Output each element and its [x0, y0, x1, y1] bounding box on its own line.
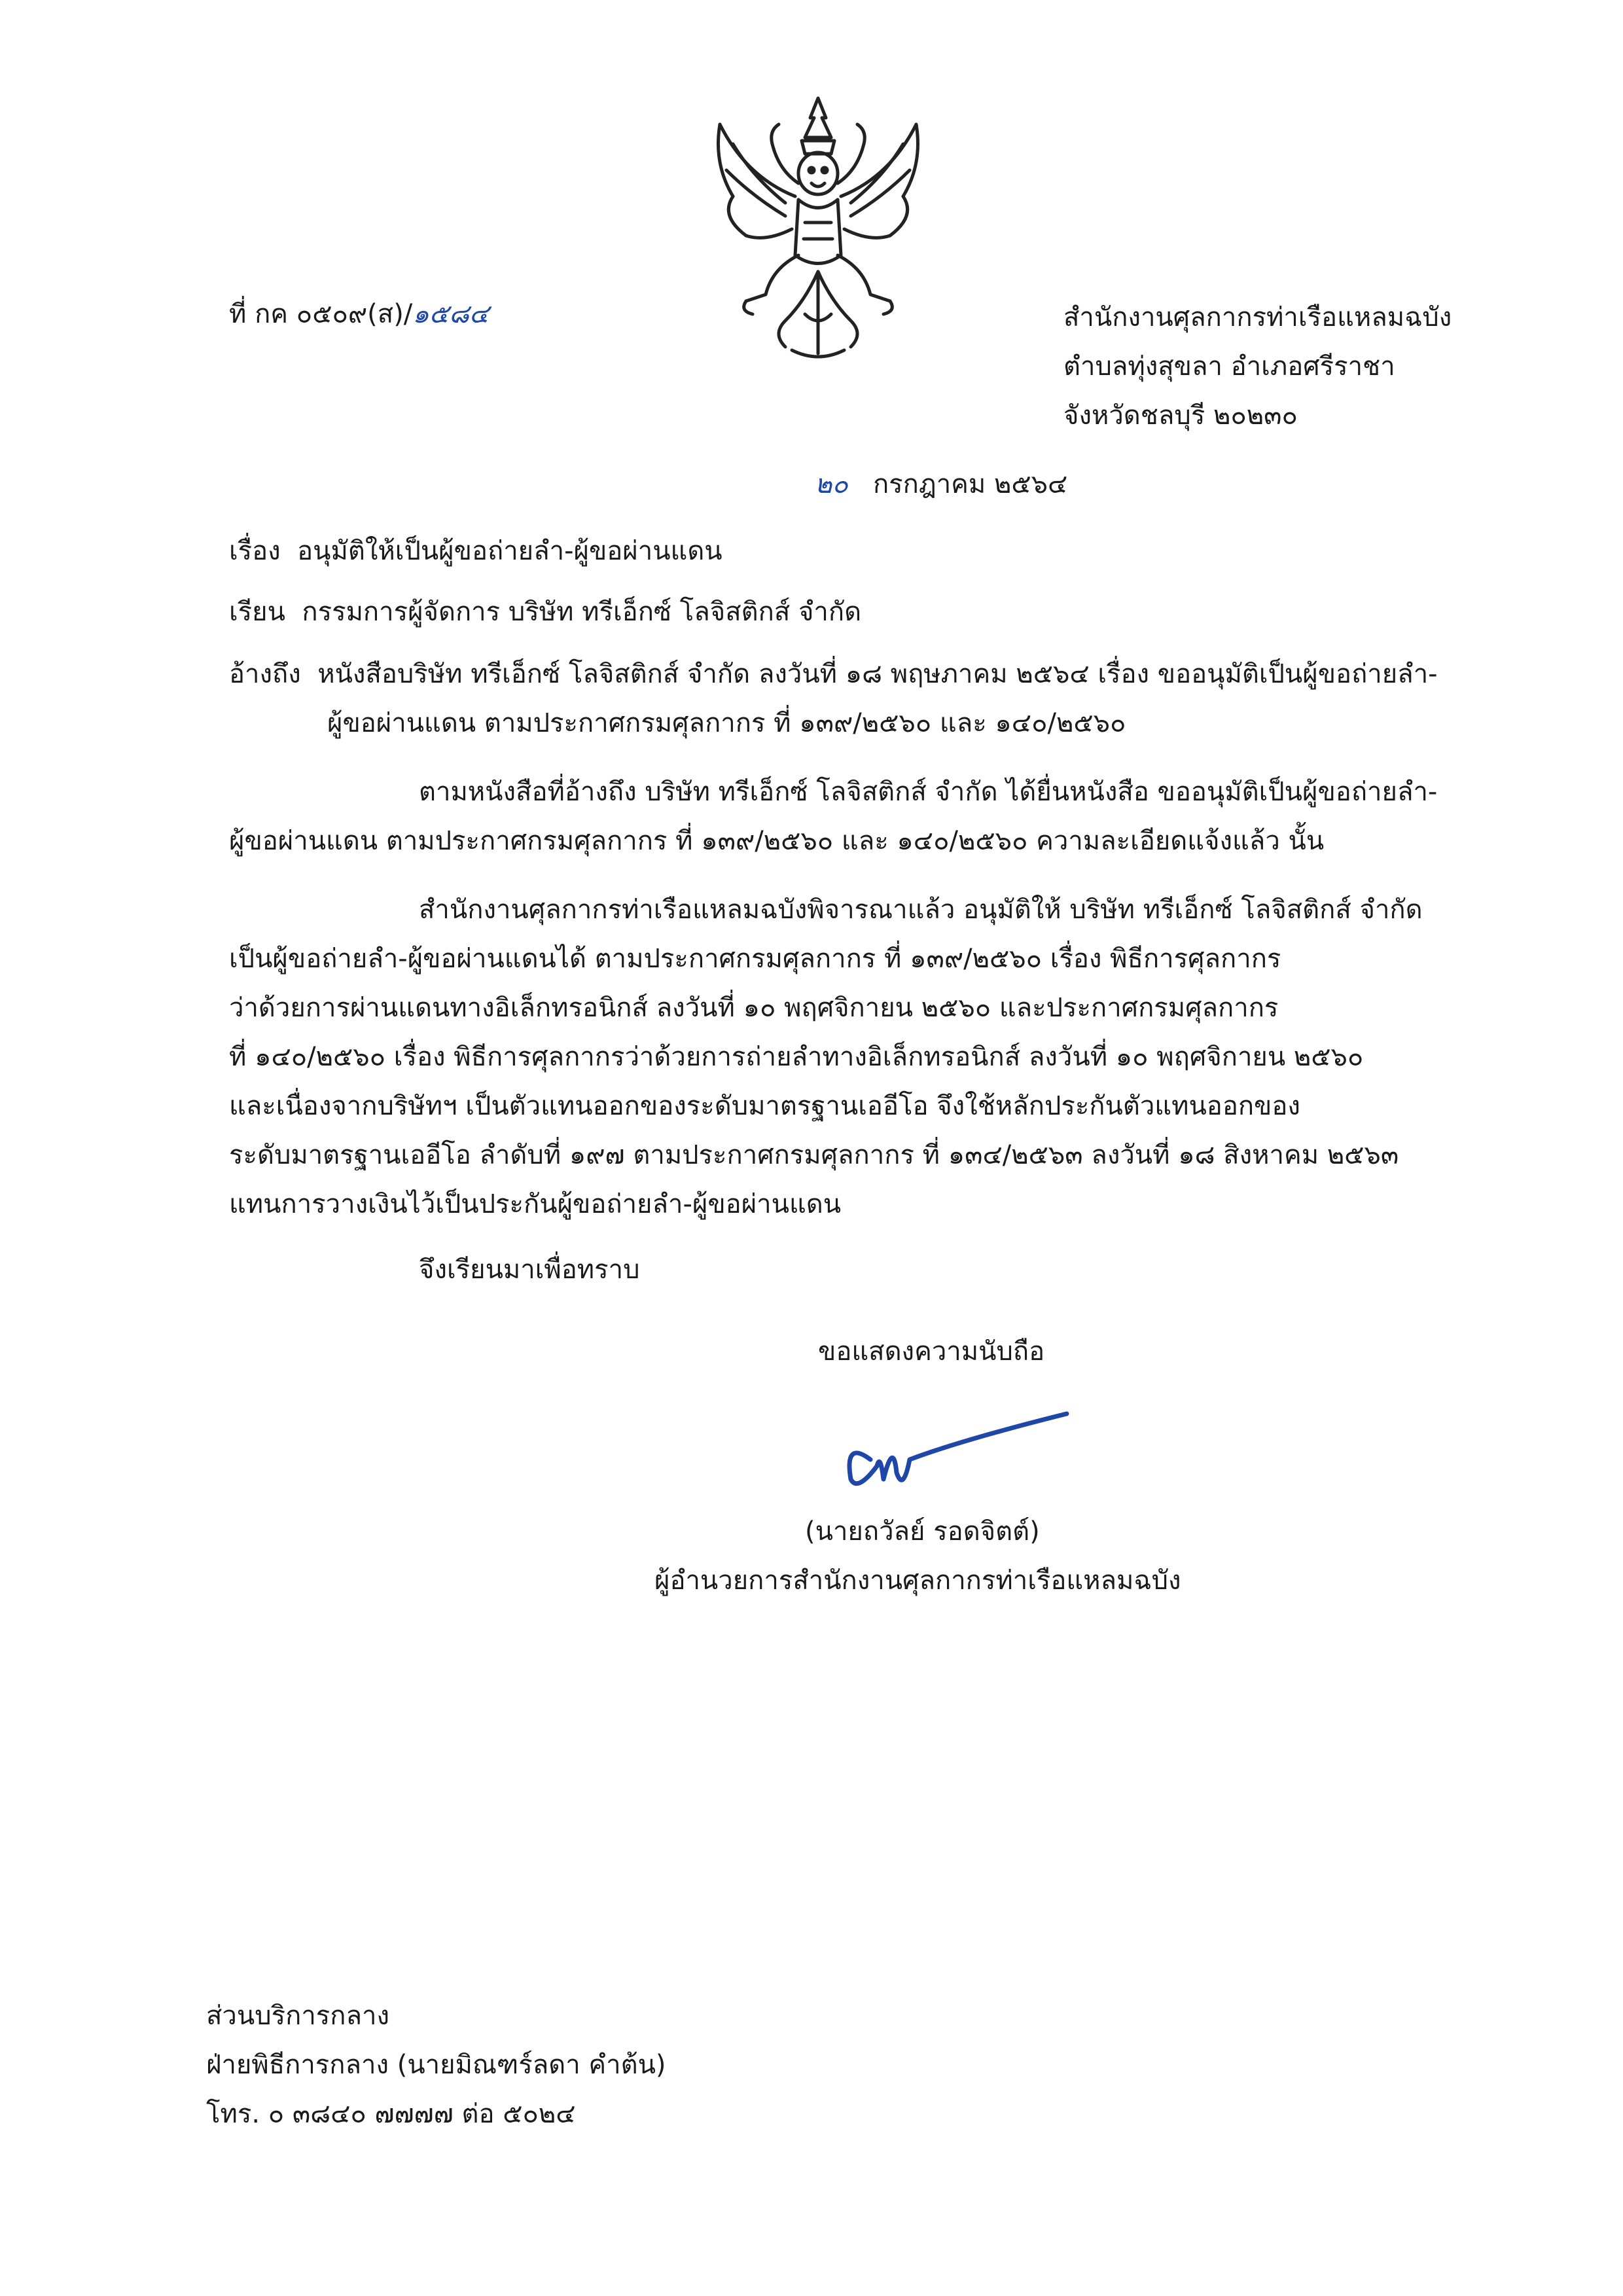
closing-line: จึงเรียนมาเพื่อทราบ: [419, 1255, 640, 1285]
signer-position: ผู้อำนวยการสำนักงานศุลกากรท่าเรือแหลมฉบัง: [654, 1566, 1181, 1596]
paragraph-line: ตามหนังสือที่อ้างถึง บริษัท ทรีเอ็กซ์ โลจิสติกส์ จำกัด ได้ยื่นหนังสือ ขออนุมัติเป็นผู้ขอถ่ายลำ-: [419, 777, 1438, 807]
recipient-line: [229, 592, 861, 632]
reference-doc-text: หนังสือบริษัท ทรีเอ็กซ์ โลจิสติกส์ จำกัด ลงวันที่ ๑๘ พฤษภาคม ๒๕๖๔ เรื่อง ขออนุมัติเป็นผู้ขอถ่ายลำ-: [317, 659, 1438, 689]
letter-date: [815, 465, 1067, 504]
address-line: ตำบลทุ่งสุขลา อำเภอศรีราชา: [1063, 351, 1395, 382]
subject-line: [229, 531, 722, 571]
recipient-text: กรรมการผู้จัดการ บริษัท ทรีเอ็กซ์ โลจิสติกส์ จำกัด: [302, 597, 862, 627]
reference-doc-line2: ผู้ขอผ่านแดน ตามประกาศกรมศุลกากร ที่ ๑๓๙/๒๕๖๐ และ ๑๔๐/๒๕๖๐: [327, 708, 1126, 738]
salutation: ขอแสดงความนับถือ: [818, 1336, 1045, 1367]
reference-number-handwritten: ๑๕๘๔: [412, 299, 490, 329]
footer-department: ส่วนบริการกลาง: [206, 2001, 389, 2031]
footer-phone: โทร. ๐ ๓๘๔๐ ๗๗๗๗ ต่อ ๕๐๒๔: [206, 2099, 576, 2129]
paragraph-line: และเนื่องจากบริษัทฯ เป็นตัวแทนออกของระดับมาตรฐานเออีโอ จึงใช้หลักประกันตัวแทนออกของ: [229, 1091, 1300, 1121]
handwritten-signature: [831, 1401, 1093, 1499]
reference-doc-label: อ้างถึง: [229, 659, 301, 689]
subject-text: อนุมัติให้เป็นผู้ขอถ่ายลำ-ผู้ขอผ่านแดน: [297, 536, 722, 566]
paragraph-line: ผู้ขอผ่านแดน ตามประกาศกรมศุลกากร ที่ ๑๓๙/๒๕๖๐ และ ๑๔๐/๒๕๖๐ ความละเอียดแจ้งแล้ว นั้น: [229, 826, 1325, 856]
address-line: สำนักงานศุลกากรท่าเรือแหลมฉบัง: [1063, 302, 1452, 332]
paragraph-line: สำนักงานศุลกากรท่าเรือแหลมฉบังพิจารณาแล้ว อนุมัติให้ บริษัท ทรีเอ็กซ์ โลจิสติกส์ จำกัด: [419, 895, 1423, 925]
reference-prefix: ที่ กค ๐๕๐๙(ส)/: [229, 299, 413, 329]
signer-name: (นายถวัลย์ รอดจิตต์): [805, 1516, 1040, 1547]
date-month-year: กรกฎาคม ๒๕๖๔: [872, 469, 1068, 499]
footer-section: ฝ่ายพิธีการกลาง (นายมิณฑร์ลดา คำต้น): [206, 2050, 666, 2080]
paragraph-line: แทนการวางเงินไว้เป็นประกันผู้ขอถ่ายลำ-ผู้ขอผ่านแดน: [229, 1189, 842, 1219]
reference-number: [229, 295, 489, 334]
date-day-handwritten: ๒๐: [815, 469, 848, 499]
reference-doc-line1: [229, 655, 1438, 694]
garuda-emblem-icon: [707, 92, 929, 367]
paragraph-line: ระดับมาตรฐานเออีโอ ลำดับที่ ๑๙๗ ตามประกาศกรมศุลกากร ที่ ๑๓๔/๒๕๖๓ ลงวันที่ ๑๘ สิงหาคม ๒๕๖๓: [229, 1140, 1399, 1170]
paragraph-line: ว่าด้วยการผ่านแดนทางอิเล็กทรอนิกส์ ลงวันที่ ๑๐ พฤศจิกายน ๒๕๖๐ และประกาศกรมศุลกากร: [229, 993, 1279, 1023]
subject-label: เรื่อง: [229, 536, 281, 566]
paragraph-line: เป็นผู้ขอถ่ายลำ-ผู้ขอผ่านแดนได้ ตามประกาศกรมศุลกากร ที่ ๑๓๙/๒๕๖๐ เรื่อง พิธีการศุลกากร: [229, 944, 1281, 974]
paragraph-line: ที่ ๑๔๐/๒๕๖๐ เรื่อง พิธีการศุลกากรว่าด้วยการถ่ายลำทางอิเล็กทรอนิกส์ ลงวันที่ ๑๐ พฤศจิกายน ๒๕๖๐: [229, 1042, 1364, 1072]
recipient-label: เรียน: [229, 597, 285, 627]
address-line: จังหวัดชลบุรี ๒๐๒๓๐: [1063, 401, 1298, 431]
